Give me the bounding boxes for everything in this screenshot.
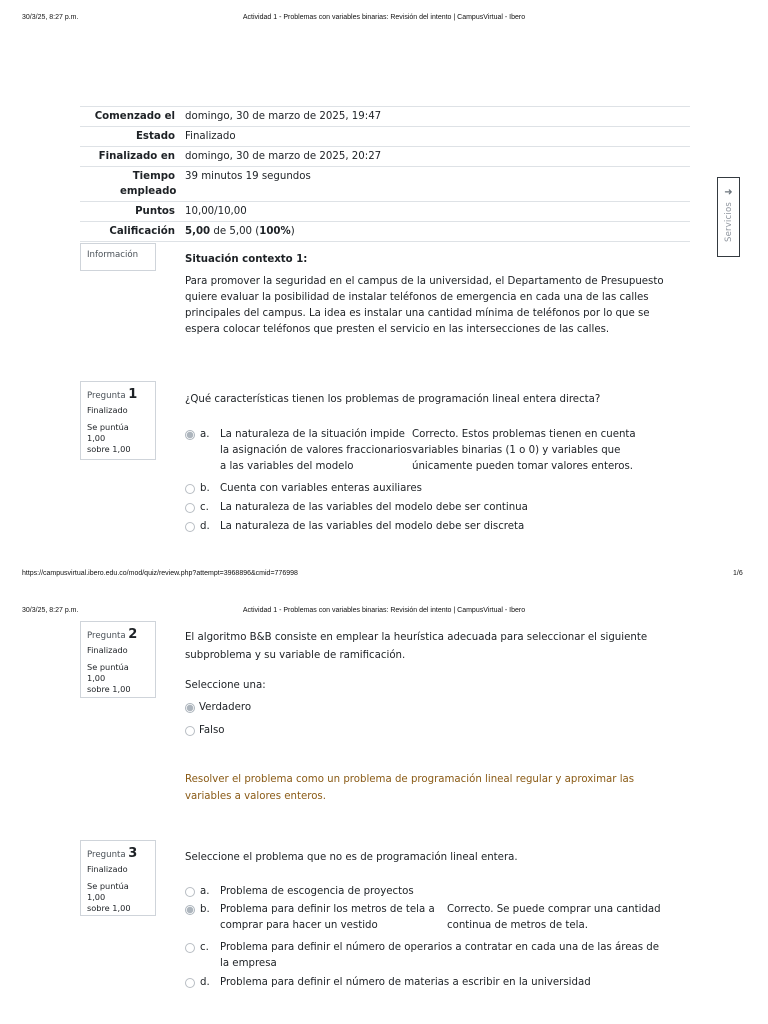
answer-option[interactable] xyxy=(185,902,685,934)
radio-button[interactable] xyxy=(185,726,195,736)
answer-option[interactable] xyxy=(185,723,680,739)
radio-button[interactable] xyxy=(185,978,195,988)
question-score-line2: sobre 1,00 xyxy=(87,444,131,454)
summary-key: Finalizado en xyxy=(98,151,175,162)
general-feedback: Resolver el problema como un problema de programación lineal regular y aproximar las variables a valores enteros. xyxy=(185,774,635,802)
answer-options xyxy=(185,427,685,535)
summary-row-points xyxy=(80,201,690,221)
answer-options xyxy=(185,700,680,739)
option-letter: d. xyxy=(200,521,210,532)
option-text: Verdadero xyxy=(199,702,252,713)
question-text: Seleccione el problema que no es de programación lineal entera. xyxy=(185,852,518,863)
option-letter: b. xyxy=(200,904,210,915)
answer-option[interactable] xyxy=(185,427,685,475)
question-score-line1: Se puntúa 1,00 xyxy=(87,422,129,443)
arrow-right-icon: ➜ xyxy=(724,187,733,198)
option-letter: c. xyxy=(200,942,209,953)
radio-button[interactable] xyxy=(185,503,195,513)
question-text: El algoritmo B&B consiste en emplear la heurística adecuada para seleccionar el siguiente subproblema y su variable de ramificación. xyxy=(185,632,648,661)
option-text: Problema para definir el número de materias a escribir en la universidad xyxy=(220,977,591,988)
question-state: Finalizado xyxy=(87,405,128,415)
question-label: Pregunta xyxy=(87,391,126,401)
question-label: Pregunta xyxy=(87,631,126,641)
summary-value: domingo, 30 de marzo de 2025, 20:27 xyxy=(185,151,382,162)
answer-option[interactable] xyxy=(185,481,685,497)
option-text: Problema para definir el número de operarios a contratar en cada una de las áreas de la empresa xyxy=(220,942,660,969)
print-footer-page: 1/6 xyxy=(733,570,743,577)
summary-row-finished xyxy=(80,146,690,166)
question-text: ¿Qué características tienen los problemas de programación lineal entera directa? xyxy=(185,394,601,405)
question-info-box xyxy=(80,621,156,698)
radio-button[interactable] xyxy=(185,484,195,494)
context-text: Para promover la seguridad en el campus de la universidad, el Departamento de Presupuesto quiere evaluar la posibilidad de instalar teléfonos de emergencia en cada una de las calles principales del campus. La idea es instalar una cantidad mínima de teléfonos por lo que se espera colocar teléfonos que presten el servicio en las intersecciones de las calles. xyxy=(185,276,664,335)
radio-button[interactable] xyxy=(185,887,195,897)
print-title: Actividad 1 - Problemas con variables binarias: Revisión del intento | CampusVirtual - Ibero xyxy=(242,607,526,614)
summary-value: 39 minutos 19 segundos xyxy=(185,171,311,182)
question-info-box xyxy=(80,381,156,460)
option-text: La naturaleza de las variables del modelo debe ser continua xyxy=(220,502,528,513)
option-text: La naturaleza de la situación impide la asignación de valores fraccionarios a las variables del modelo xyxy=(220,429,412,472)
summary-row-started xyxy=(80,106,690,126)
question-score-line1: Se puntúa 1,00 xyxy=(87,662,129,683)
services-label: Servicios xyxy=(723,202,734,242)
question-info-box xyxy=(80,840,156,916)
question-state: Finalizado xyxy=(87,864,128,874)
summary-row-grade xyxy=(80,221,690,242)
print-datetime: 30/3/25, 8:27 p.m. xyxy=(22,607,79,614)
radio-button[interactable] xyxy=(185,522,195,532)
print-footer-url: https://campusvirtual.ibero.edu.co/mod/quiz/review.php?attempt=3968896&cmid=776998 xyxy=(22,570,298,577)
grade-mid: de 5,00 ( xyxy=(210,226,260,237)
question-number: 2 xyxy=(128,627,138,642)
question-score-line1: Se puntúa 1,00 xyxy=(87,881,129,902)
option-text: Falso xyxy=(199,725,225,736)
question-state: Finalizado xyxy=(87,645,128,655)
summary-value: domingo, 30 de marzo de 2025, 19:47 xyxy=(185,111,382,122)
summary-key: Puntos xyxy=(135,206,175,217)
summary-row-time xyxy=(80,166,690,201)
option-letter: d. xyxy=(200,977,210,988)
option-letter: b. xyxy=(200,483,210,494)
summary-value xyxy=(181,224,690,239)
print-datetime: 30/3/25, 8:27 p.m. xyxy=(22,14,79,21)
option-feedback: Correcto. Se puede comprar una cantidad continua de metros de tela. xyxy=(447,904,661,931)
radio-button-checked[interactable] xyxy=(185,905,195,915)
radio-button-checked[interactable] xyxy=(185,703,195,713)
option-text: La naturaleza de las variables del modelo debe ser discreta xyxy=(220,521,525,532)
answer-option[interactable] xyxy=(185,500,685,516)
question-content xyxy=(185,629,680,805)
option-letter: c. xyxy=(200,502,209,513)
information-content xyxy=(185,252,680,338)
question-score-line2: sobre 1,00 xyxy=(87,684,131,694)
information-box xyxy=(80,243,156,271)
grade-end: ) xyxy=(290,226,295,237)
summary-value: 10,00/10,00 xyxy=(185,206,247,217)
summary-value: Finalizado xyxy=(185,131,236,142)
option-text: Problema para definir los metros de tela a comprar para hacer un vestido xyxy=(220,904,435,931)
grade-value: 5,00 xyxy=(185,226,211,237)
context-heading: Situación contexto 1: xyxy=(185,254,308,265)
radio-button-checked[interactable] xyxy=(185,430,195,440)
question-content xyxy=(185,392,685,538)
services-drawer-toggle[interactable] xyxy=(717,177,740,257)
answer-option[interactable] xyxy=(185,884,685,900)
answer-option[interactable] xyxy=(185,975,685,991)
print-title: Actividad 1 - Problemas con variables binarias: Revisión del intento | CampusVirtual - Ibero xyxy=(242,14,526,21)
option-feedback: Correcto. Estos problemas tienen en cuenta variables binarias (1 o 0) y variables que únicamente pueden tomar valores enteros. xyxy=(412,429,636,472)
question-number: 1 xyxy=(128,387,138,402)
summary-key: Calificación xyxy=(109,226,175,237)
option-text: Cuenta con variables enteras auxiliares xyxy=(220,483,422,494)
option-letter: a. xyxy=(200,886,210,897)
select-one-prompt: Seleccione una: xyxy=(185,680,266,691)
answer-option[interactable] xyxy=(185,700,680,716)
summary-key: Estado xyxy=(135,131,175,142)
option-letter: a. xyxy=(200,429,210,440)
question-label: Pregunta xyxy=(87,850,126,860)
information-label: Información xyxy=(87,250,139,260)
summary-key: Tiempo empleado xyxy=(120,171,177,197)
option-text: Problema de escogencia de proyectos xyxy=(220,886,414,897)
question-number: 3 xyxy=(128,846,138,861)
grade-percent: 100% xyxy=(259,226,291,237)
answer-options xyxy=(185,884,685,991)
question-content xyxy=(185,850,685,994)
radio-button[interactable] xyxy=(185,943,195,953)
answer-option[interactable] xyxy=(185,519,685,535)
attempt-summary-table xyxy=(80,106,690,242)
summary-key: Comenzado el xyxy=(94,111,175,122)
question-score-line2: sobre 1,00 xyxy=(87,903,131,913)
summary-row-state xyxy=(80,126,690,146)
answer-option[interactable] xyxy=(185,940,685,972)
